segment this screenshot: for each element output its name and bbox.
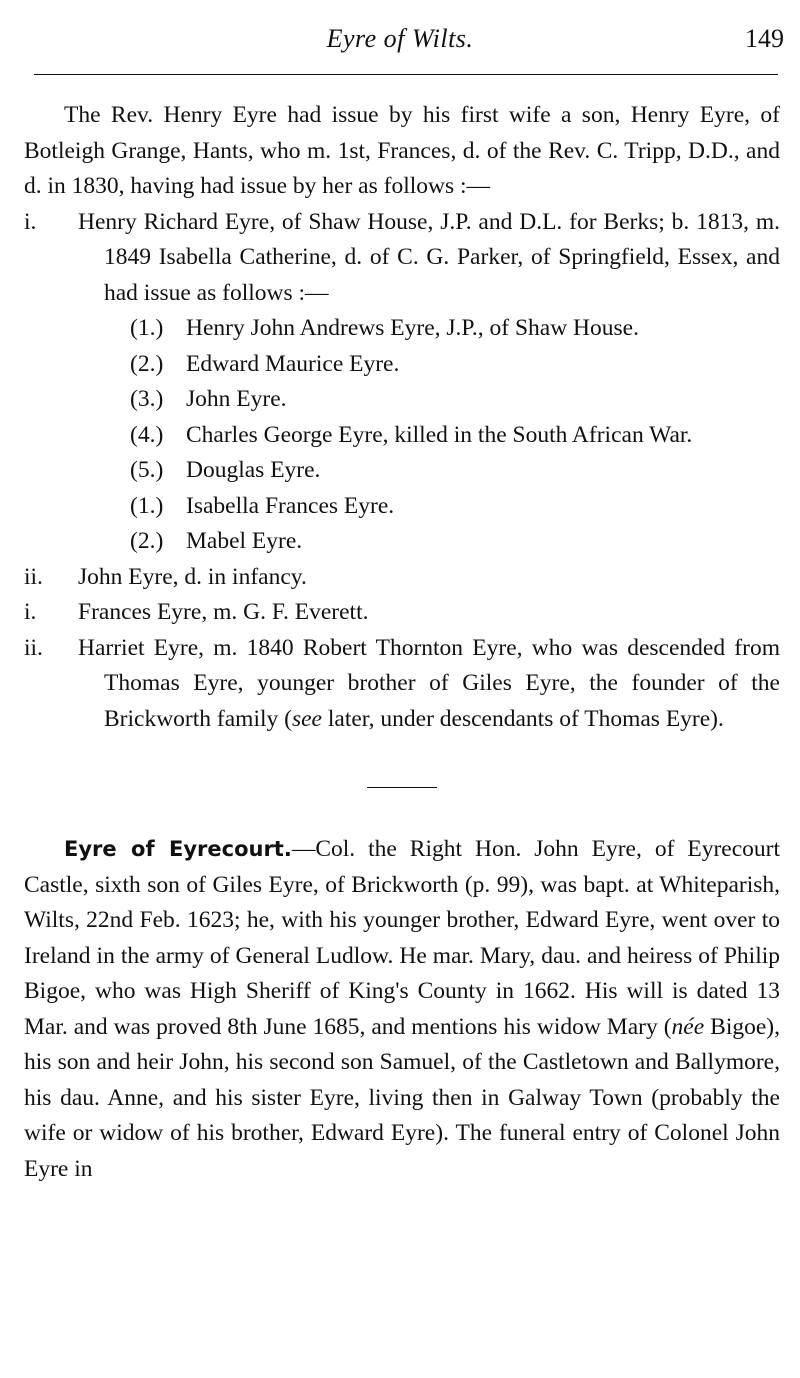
- entry-text: Henry Richard Eyre, of Shaw House, J.P. and D.L. for Berks; b. 1813, m. 1849 Isabella Catherine, d. of C. G. Parker, of Springfield, Essex, and had issue as follows :—: [78, 208, 780, 306]
- child-marker: (3.): [130, 386, 164, 412]
- child-marker: (4.): [130, 421, 164, 448]
- child-text: Charles George Eyre, killed in the South African War.: [186, 421, 693, 448]
- child-text: John Eyre.: [186, 386, 287, 412]
- entry-text: [24, 631, 780, 738]
- intro-paragraph: The Rev. Henry Eyre had issue by his first wife a son, Henry Eyre, of Botleigh Grange, Hants, who m. 1st, Frances, d. of the Rev. C. Tripp, D.D., and d. in 1830, having had issue by her as follows :—: [24, 102, 780, 199]
- section-divider: [367, 787, 437, 788]
- child-entry: [24, 453, 780, 489]
- page-body: [24, 98, 780, 1187]
- entry-text: Frances Eyre, m. G. F. Everett.: [78, 599, 369, 625]
- child-text: Douglas Eyre.: [186, 457, 321, 483]
- entry-text-part: Harriet Eyre, m. 1840 Robert Thornton Eyre, who was descended from Thomas Eyre, younger brother of Giles Eyre, the founder of the Brickworth family (: [78, 634, 780, 732]
- entry-daughter-harriet: [24, 631, 780, 738]
- page-number: 149: [745, 24, 784, 53]
- child-text: Mabel Eyre.: [186, 528, 303, 554]
- eyrecourt-paragraph: [24, 832, 780, 1187]
- entry-marker: ii.: [24, 563, 43, 590]
- child-marker: (1.): [130, 492, 164, 519]
- child-entry: [24, 347, 780, 383]
- entry-text-part: later, under descendants of Thomas Eyre).: [321, 705, 724, 732]
- italic-see: see: [291, 705, 322, 732]
- entry-son-henry-richard: [24, 205, 780, 312]
- child-marker: (2.): [130, 350, 164, 377]
- child-marker: (2.): [130, 528, 164, 554]
- entry-marker: i.: [24, 208, 37, 235]
- entry-daughter-frances: [24, 595, 780, 631]
- child-text: Edward Maurice Eyre.: [186, 350, 400, 377]
- child-marker: (1.): [130, 315, 164, 341]
- child-entry: [24, 311, 780, 347]
- entry-text: John Eyre, d. in infancy.: [78, 563, 307, 590]
- child-marker: (5.): [130, 457, 164, 483]
- section-heading: Eyre of Eyrecourt.: [64, 837, 292, 861]
- entry-son-john: [24, 560, 780, 596]
- child-entry: [24, 524, 780, 560]
- running-title: Eyre of Wilts.: [326, 24, 474, 53]
- page-header: [0, 0, 800, 80]
- child-entry: [24, 382, 780, 418]
- child-entry: [24, 489, 780, 525]
- section-text: —Col. the Right Hon. John Eyre, of Eyrecourt Castle, sixth son of Giles Eyre, of Brickworth (p. 99), was bapt. at Whiteparish, Wilts, 22nd Feb. 1623; he, with his younger brother, Edward Eyre, went over to Ireland in the army of General Ludlow. He mar. Mary, dau. and heiress of Philip Bigoe, who was High Sheriff of King's County in 1662. His will is dated 13 Mar. and was proved 8th June 1685, and mentions his widow Mary (: [24, 836, 780, 1040]
- entry-marker: ii.: [24, 634, 43, 661]
- child-text: Henry John Andrews Eyre, J.P., of Shaw House.: [186, 315, 639, 341]
- section-text: Bigoe), his son and heir John, his second son Samuel, of the Castletown and Ballymore, his dau. Anne, and his sister Eyre, living then in Galway Town (probably the wife or widow of his brother, Edward Eyre). The funeral entry of Colonel John Eyre in: [24, 1013, 780, 1182]
- child-text: Isabella Frances Eyre.: [186, 492, 395, 519]
- header-rule: [34, 74, 778, 75]
- child-entry: [24, 418, 780, 454]
- entry-marker: i.: [24, 599, 37, 625]
- italic-nee: née: [671, 1013, 705, 1040]
